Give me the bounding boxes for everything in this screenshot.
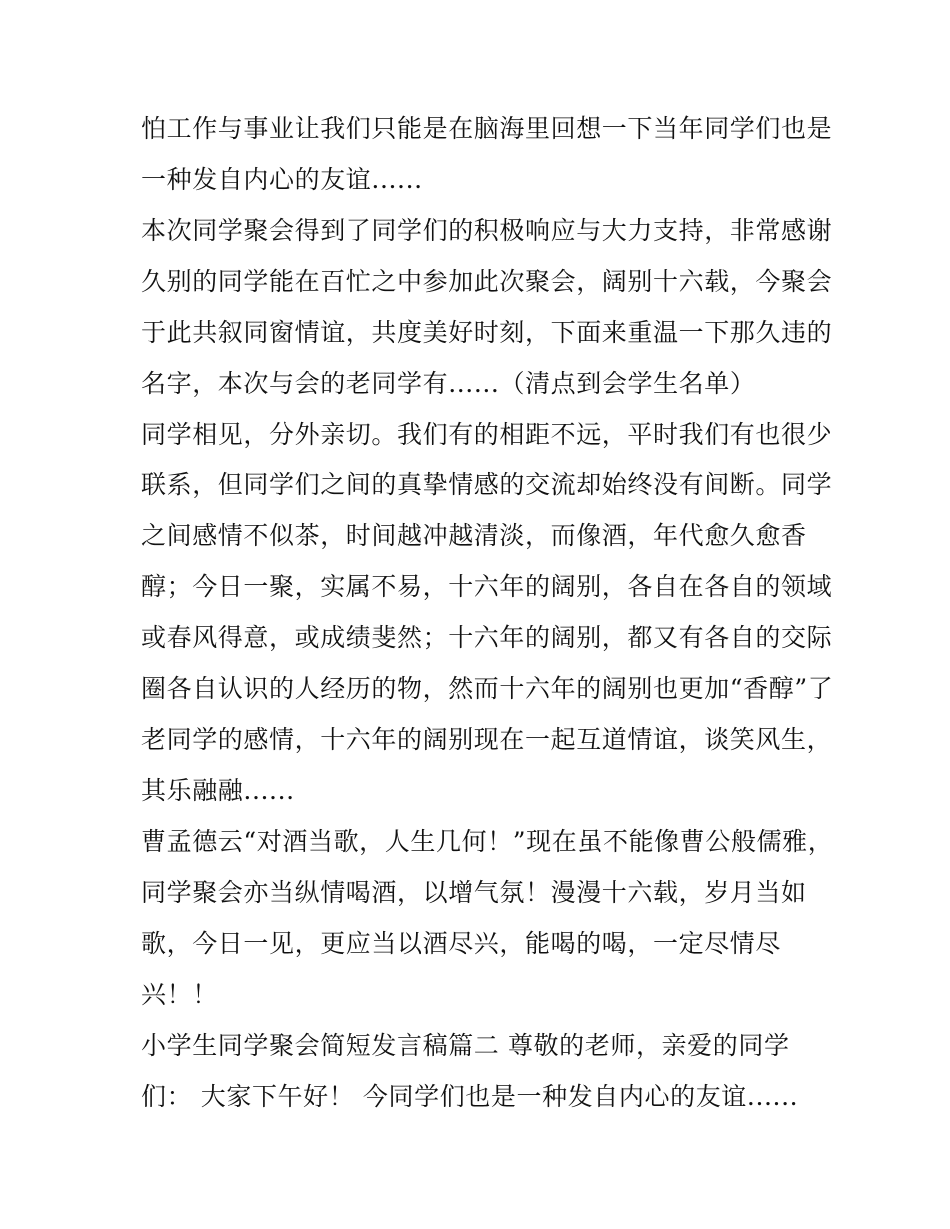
- text-line: 同学聚会亦当纵情喝酒，以增气氛！漫漫十六载，岁月当如: [141, 878, 807, 907]
- text-line: 同学相见，分外亲切。我们有的相距不远，平时我们有也很少: [141, 420, 833, 449]
- text-line: 圈各自认识的人经历的物，然而十六年的阔别也更加“香醇”了: [141, 674, 834, 703]
- text-line: 其乐融融......: [141, 776, 295, 805]
- text-line: 名字，本次与会的老同学有......（清点到会学生名单）: [141, 369, 756, 398]
- text-line: 们： 大家下午好！ 今同学们也是一种发自内心的友谊......: [141, 1082, 799, 1111]
- text-line: 曹孟德云“对酒当歌，人生几何！”现在虽不能像曹公般儒雅，: [141, 827, 834, 856]
- text-line: 醇；今日一聚，实属不易，十六年的阔别，各自在各自的领域: [141, 572, 833, 601]
- text-line: 小学生同学聚会简短发言稿篇二 尊敬的老师，亲爱的同学: [141, 1031, 790, 1060]
- text-line: 之间感情不似茶，时间越冲越清淡，而像酒，年代愈久愈香: [141, 521, 807, 550]
- text-line: 怕工作与事业让我们只能是在脑海里回想一下当年同学们也是: [141, 114, 833, 143]
- text-line: 本次同学聚会得到了同学们的积极响应与大力支持，非常感谢: [141, 216, 833, 245]
- text-line: 久别的同学能在百忙之中参加此次聚会，阔别十六载，今聚会: [141, 267, 833, 296]
- text-line: 或春风得意，或成绩斐然；十六年的阔别，都又有各自的交际: [141, 623, 833, 652]
- text-line: 于此共叙同窗情谊，共度美好时刻，下面来重温一下那久违的: [141, 318, 833, 347]
- text-line: 联系，但同学们之间的真挚情感的交流却始终没有间断。同学: [141, 470, 833, 499]
- text-line: 歌，今日一见，更应当以酒尽兴，能喝的喝，一定尽情尽: [141, 929, 782, 958]
- text-line: 一种发自内心的友谊......: [141, 165, 423, 194]
- text-line: 老同学的感情，十六年的阔别现在一起互道情谊，谈笑风生，: [141, 725, 833, 754]
- text-line: 兴！！: [141, 980, 218, 1009]
